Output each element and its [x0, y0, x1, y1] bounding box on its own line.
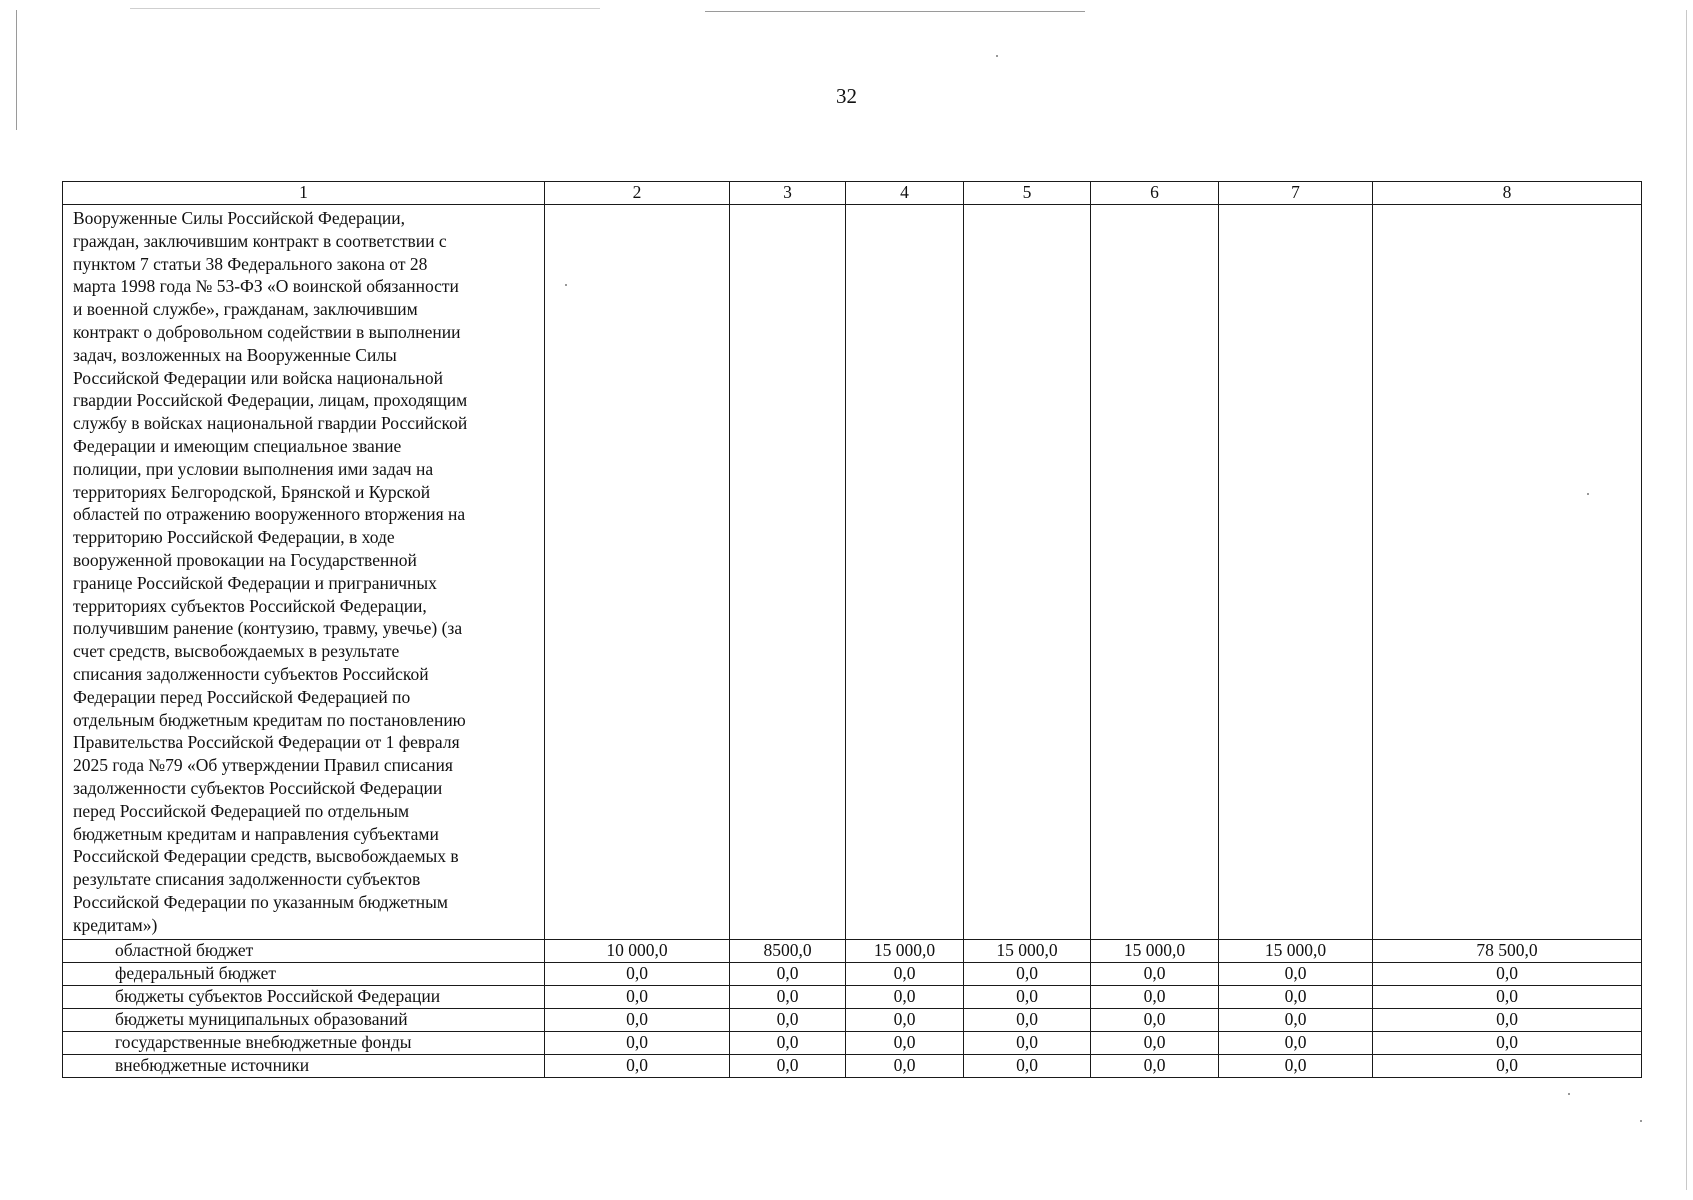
description-line: перед Российской Федерацией по отдельным	[73, 800, 410, 821]
cell-value: 15 000,0	[964, 939, 1091, 962]
description-line: полиции, при условии выполнения ими задач на	[73, 458, 434, 479]
cell-value: 15 000,0	[1219, 939, 1373, 962]
cell-value: 0,0	[1373, 962, 1642, 985]
column-number: 8	[1373, 182, 1642, 205]
cell-value: 0,0	[1373, 985, 1642, 1008]
cell-value: 0,0	[1373, 1054, 1642, 1077]
page-number: 32	[836, 84, 857, 108]
column-number: 1	[63, 182, 545, 205]
description-line: границе Российской Федерации и приграничных	[73, 572, 437, 593]
column-number: 7	[1219, 182, 1373, 205]
description-line: граждан, заключившим контракт в соответствии с	[73, 230, 447, 251]
cell-value: 0,0	[1373, 1008, 1642, 1031]
empty-cell	[1373, 205, 1642, 940]
empty-cell	[1091, 205, 1219, 940]
description-line: Российской Федерации средств, высвобождаемых в	[73, 846, 459, 867]
cell-value: 0,0	[846, 1031, 964, 1054]
description-line: списания задолженности субъектов Российской	[73, 663, 429, 684]
description-line: результате списания задолженности субъектов	[73, 869, 421, 890]
table-row	[63, 1008, 1642, 1031]
budget-table	[62, 181, 1642, 1078]
cell-value: 0,0	[846, 962, 964, 985]
cell-value: 0,0	[846, 1054, 964, 1077]
description-line: вооруженной провокации на Государственной	[73, 549, 417, 570]
cell-value: 0,0	[964, 1031, 1091, 1054]
column-number: 6	[1091, 182, 1219, 205]
cell-value: 0,0	[1091, 1031, 1219, 1054]
description-line: Российской Федерации по указанным бюджетным	[73, 891, 448, 912]
description-line: областей по отражению вооруженного вторжения на	[73, 504, 466, 525]
description-line: территорию Российской Федерации, в ходе	[73, 527, 395, 548]
cell-value: 0,0	[545, 1031, 730, 1054]
description-line: бюджетным кредитам и направления субъектами	[73, 823, 439, 844]
cell-value: 0,0	[846, 1008, 964, 1031]
empty-cell	[730, 205, 846, 940]
cell-value: 0,0	[545, 1008, 730, 1031]
empty-cell	[964, 205, 1091, 940]
cell-value: 15 000,0	[1091, 939, 1219, 962]
scan-artifact-edge	[1686, 10, 1687, 1190]
cell-value: 0,0	[1219, 962, 1373, 985]
column-number: 5	[964, 182, 1091, 205]
row-label: бюджеты муниципальных образований	[63, 1008, 545, 1031]
column-number: 2	[545, 182, 730, 205]
column-number: 4	[846, 182, 964, 205]
description-line: задач, возложенных на Вооруженные Силы	[73, 344, 397, 365]
cell-value: 0,0	[846, 985, 964, 1008]
description-line: Российской Федерации или войска национальной	[73, 367, 443, 388]
cell-value: 0,0	[1091, 1008, 1219, 1031]
description-line: гвардии Российской Федерации, лицам, проходящим	[73, 390, 468, 411]
row-label: федеральный бюджет	[63, 962, 545, 985]
description-line: территориях Белгородской, Брянской и Курской	[73, 481, 431, 502]
description-line: счет средств, высвобождаемых в результате	[73, 641, 400, 662]
description-line: территориях субъектов Российской Федерации,	[73, 595, 427, 616]
cell-value: 0,0	[730, 985, 846, 1008]
cell-value: 0,0	[1219, 1054, 1373, 1077]
table-row	[63, 985, 1642, 1008]
scan-artifact-line	[705, 11, 1085, 12]
empty-cell	[1219, 205, 1373, 940]
cell-value: 0,0	[1091, 985, 1219, 1008]
cell-value: 0,0	[730, 962, 846, 985]
cell-value: 0,0	[545, 1054, 730, 1077]
description-line: Федерации перед Российской Федерацией по	[73, 686, 411, 707]
description-line: получившим ранение (контузию, травму, увечье) (за	[73, 618, 463, 639]
cell-value: 15 000,0	[846, 939, 964, 962]
table-row	[63, 1031, 1642, 1054]
description-text	[73, 207, 534, 937]
description-line: марта 1998 года № 53-ФЗ «О воинской обязанности	[73, 276, 459, 297]
description-line: отдельным бюджетным кредитам по постановлению	[73, 709, 466, 730]
column-number-row	[63, 182, 1642, 205]
description-line: и военной службе», гражданам, заключившим	[73, 299, 418, 320]
empty-cell	[545, 205, 730, 940]
table-row	[63, 939, 1642, 962]
description-line: контракт о добровольном содействии в выполнении	[73, 321, 461, 342]
empty-cell	[846, 205, 964, 940]
row-label: областной бюджет	[63, 939, 545, 962]
column-number: 3	[730, 182, 846, 205]
cell-value: 0,0	[1091, 1054, 1219, 1077]
cell-value: 78 500,0	[1373, 939, 1642, 962]
cell-value: 0,0	[964, 985, 1091, 1008]
cell-value: 0,0	[545, 962, 730, 985]
description-line: задолженности субъектов Российской Федерации	[73, 777, 443, 798]
table-row	[63, 962, 1642, 985]
cell-value: 10 000,0	[545, 939, 730, 962]
cell-value: 0,0	[1373, 1031, 1642, 1054]
cell-value: 0,0	[730, 1054, 846, 1077]
description-line: 2025 года №79 «Об утверждении Правил списания	[73, 755, 453, 776]
cell-value: 0,0	[1219, 1031, 1373, 1054]
description-row	[63, 205, 1642, 940]
description-line: пунктом 7 статьи 38 Федерального закона от 28	[73, 253, 428, 274]
measure-description	[63, 205, 545, 940]
scan-artifact-line	[130, 8, 600, 9]
scan-speck	[1568, 1093, 1570, 1095]
cell-value: 0,0	[964, 1054, 1091, 1077]
cell-value: 0,0	[1219, 1008, 1373, 1031]
cell-value: 0,0	[964, 962, 1091, 985]
cell-value: 0,0	[545, 985, 730, 1008]
scan-speck	[996, 55, 998, 57]
row-label: внебюджетные источники	[63, 1054, 545, 1077]
row-label: государственные внебюджетные фонды	[63, 1031, 545, 1054]
cell-value: 0,0	[1091, 962, 1219, 985]
cell-value: 8500,0	[730, 939, 846, 962]
description-line: Вооруженные Силы Российской Федерации,	[73, 208, 406, 228]
cell-value: 0,0	[964, 1008, 1091, 1031]
description-line: кредитам»)	[73, 914, 158, 935]
table-row	[63, 1054, 1642, 1077]
scan-artifact-edge	[16, 10, 17, 130]
cell-value: 0,0	[730, 1008, 846, 1031]
scan-speck	[1640, 1120, 1642, 1122]
description-line: Федерации и имеющим специальное звание	[73, 435, 402, 456]
description-line: Правительства Российской Федерации от 1 февраля	[73, 732, 460, 753]
description-line: службу в войсках национальной гвардии Российской	[73, 413, 468, 434]
row-label: бюджеты субъектов Российской Федерации	[63, 985, 545, 1008]
cell-value: 0,0	[1219, 985, 1373, 1008]
cell-value: 0,0	[730, 1031, 846, 1054]
